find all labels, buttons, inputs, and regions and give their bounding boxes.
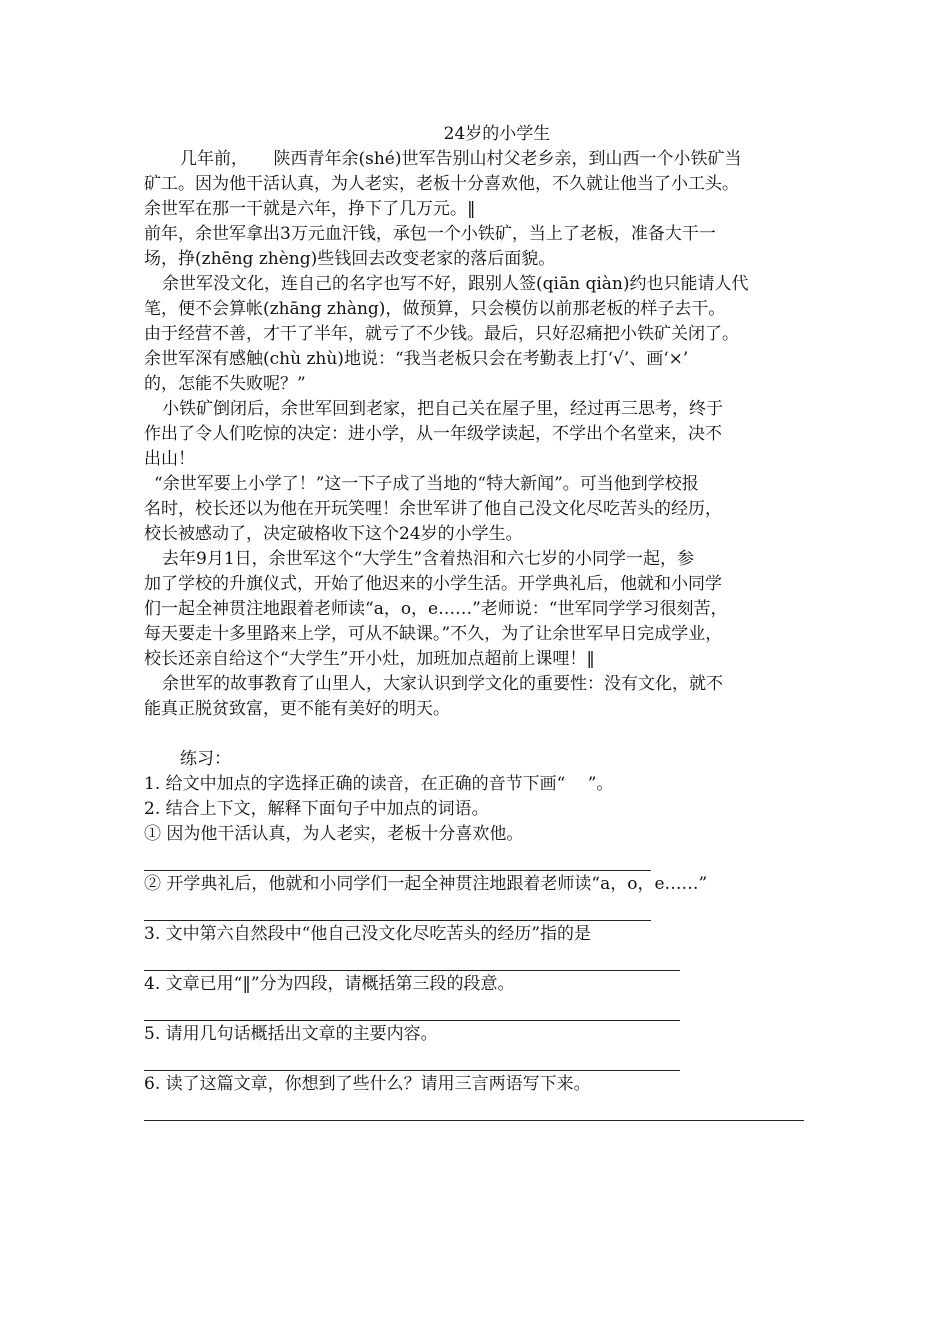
answer-line[interactable] [144,947,680,971]
paragraph-line: 小铁矿倒闭后，余世军回到老家，把自己关在屋子里，经过再三思考，终于 [162,399,723,419]
paragraph-line: 余世军深有感触(chù zhù)地说：“我当老板只会在考勤表上打‘√’、画‘×’ [144,349,689,369]
paragraph-7 [144,547,810,672]
paragraph-line: 前年，余世军拿出3万元血汗钱，承包一个小铁矿，当上了老板，准备大干一 [144,224,716,244]
question-4: 4. 文章已用“‖”分为四段，请概括第三段的段意。 [144,974,515,994]
question-2-item-2: ② 开学典礼后，他就和小同学们一起全神贯注地跟着老师读“a，o，e……” [144,874,708,894]
paragraph-line: 作出了令人们吃惊的决定：进小学，从一年级学读起，不学出个名堂来，决不 [144,424,722,444]
answer-line[interactable] [144,997,680,1021]
paragraph-line: 名时，校长还以为他在开玩笑哩！余世军讲了他自己没文化尽吃苦头的经历， [144,499,722,519]
question-2-item-1: ① 因为他干活认真，为人老实，老板十分喜欢他。 [144,824,524,844]
paragraph-line: 余世军的故事教育了山里人，大家认识到学文化的重要性：没有文化，就不 [162,674,723,694]
paragraph-line: 笔，便不会算帐(zhāng zhàng)，做预算，只会模仿以前那老板的样子去干。 [144,299,726,319]
answer-line[interactable] [144,897,651,921]
answer-line[interactable] [144,1047,680,1071]
paragraph-line: 几年前， 陕西青年余(shé)世军告别山村父老乡亲，到山西一个小铁矿当 [180,149,742,169]
spacer [144,722,810,747]
exercises-title: 练习： [180,749,231,769]
paragraph-3 [144,272,810,322]
paragraph-line: 校长被感动了，决定破格收下这个24岁的小学生。 [144,524,523,544]
paragraph-8 [144,672,810,722]
answer-line[interactable] [144,1097,804,1121]
question-5: 5. 请用几句话概括出文章的主要内容。 [144,1024,438,1044]
answer-line[interactable] [144,847,651,871]
paragraph-line: 余世军没文化，连自己的名字也写不好，跟别人签(qiān qiàn)约也只能请人代 [162,274,749,294]
paragraph-4 [144,322,810,397]
paragraph-1 [144,147,810,222]
paragraph-line: 去年9月1日，余世军这个“大学生”含着热泪和六七岁的小同学一起，参 [162,549,695,569]
question-1: 1. 给文中加点的字选择正确的读音，在正确的音节下画“ ”。 [144,774,614,794]
paragraph-6 [144,472,810,547]
paragraph-line: 由于经营不善，才干了半年，就亏了不少钱。最后，只好忍痛把小铁矿关闭了。 [144,324,739,344]
paragraph-line: 能真正脱贫致富，更不能有美好的明天。 [144,699,450,719]
paragraph-line: 校长还亲自给这个“大学生”开小灶，加班加点超前上课哩！‖ [144,649,595,669]
question-3: 3. 文中第六自然段中“他自己没文化尽吃苦头的经历”指的是 [144,924,592,944]
paragraph-line: 出山！ [144,449,195,469]
paragraph-line: 矿工。因为他干活认真，为人老实，老板十分喜欢他，不久就让他当了小工头。 [144,174,739,194]
article-title: 24岁的小学生 [443,124,551,144]
paragraph-line: “余世军要上小学了！”这一下子成了当地的“特大新闻”。可当他到学校报 [154,474,699,494]
paragraph-line: 加了学校的升旗仪式，开始了他迟来的小学生活。开学典礼后，他就和小同学 [144,574,722,594]
paragraph-line: 余世军在那一干就是六年，挣下了几万元。‖ [144,199,476,219]
paragraph-line: 的，怎能不失败呢？” [144,374,306,394]
paragraph-2 [144,222,810,272]
paragraph-line: 场，挣(zhēng zhèng)些钱回去改变老家的落后面貌。 [144,249,556,269]
paragraph-line: 们一起全神贯注地跟着老师读“a，o，e……”老师说：“世军同学学习很刻苦， [144,599,728,619]
paragraph-5 [144,397,810,472]
question-2: 2. 结合上下文，解释下面句子中加点的词语。 [144,799,489,819]
paragraph-line: 每天要走十多里路来上学，可从不缺课。”不久，为了让余世军早日完成学业， [144,624,723,644]
question-6: 6. 读了这篇文章，你想到了些什么？请用三言两语写下来。 [144,1074,591,1094]
